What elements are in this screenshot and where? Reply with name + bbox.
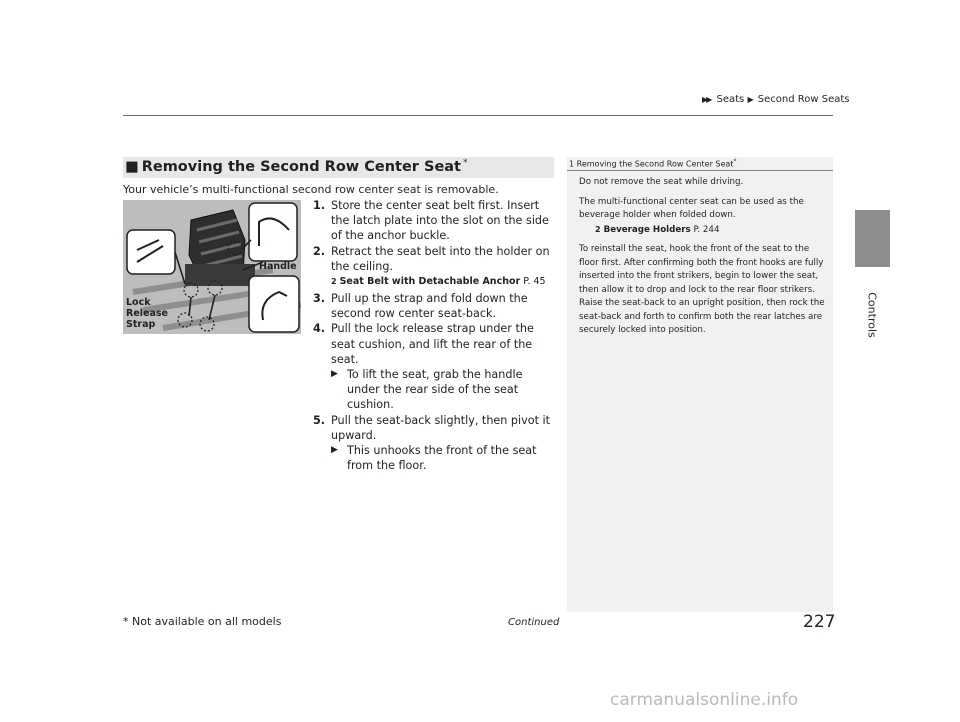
notes-paragraph: To reinstall the seat, hook the front of the seat to the floor first. After confirming both the front hooks are fully inserted into the front strikers, begin to lower the seat, then allow it to drop and lock to the rear floor strikers. Raise the seat-back to an upright position, then rock the seat-back and forth to confirm both the rear latches are securely locked into position.: [579, 244, 825, 335]
step-text: Pull up the strap and fold down the second row center seat-back.: [331, 292, 528, 321]
cross-reference-link[interactable]: [313, 275, 558, 289]
note-text: To lift the seat, grab the handle under the rear side of the seat cushion.: [347, 368, 523, 412]
step-1: [313, 198, 558, 244]
step-4-note: [313, 367, 558, 413]
step-number: 5.: [313, 413, 326, 427]
notes-divider: [567, 170, 833, 171]
page-number: 227: [803, 612, 836, 632]
intro-paragraph: Your vehicle’s multi-functional second row center seat is removable.: [123, 183, 499, 196]
breadcrumb-seats[interactable]: Seats: [716, 94, 745, 105]
reference-page: P. 45: [523, 276, 546, 288]
figure-label-lock-release-strap: [126, 297, 168, 330]
notes-body: [579, 176, 829, 344]
header-divider: [123, 115, 833, 116]
double-arrow-icon: ▶▶: [702, 95, 711, 104]
reference-title: Beverage Holders: [603, 224, 691, 235]
result-arrow-icon: ▶: [331, 445, 338, 456]
step-text: Pull the seat-back slightly, then pivot it upward.: [331, 413, 551, 442]
seat-illustration: [123, 200, 301, 334]
notes-heading: [569, 158, 736, 169]
step-2: [313, 244, 558, 274]
breadcrumb: [702, 94, 850, 105]
reference-page: P. 244: [693, 224, 720, 235]
chapter-tab-marker: [855, 210, 890, 267]
chapter-tab-label: [861, 275, 883, 355]
step-number: 3.: [313, 292, 326, 306]
watermark: carmanualsonline.info: [610, 690, 799, 710]
figure-label-line: Lock: [126, 297, 151, 308]
step-3: [313, 291, 558, 321]
section-title: [125, 158, 468, 175]
footnote: * Not available on all models: [123, 615, 282, 628]
instruction-steps: [313, 198, 558, 473]
step-text: Retract the seat belt into the holder on the ceiling.: [331, 244, 550, 273]
step-5-note: [313, 443, 558, 473]
notes-marker: 1: [569, 159, 575, 169]
arrow-icon: ▶: [747, 95, 752, 104]
figure-label-line: Release: [126, 308, 168, 319]
step-number: 4.: [313, 322, 326, 336]
result-arrow-icon: ▶: [331, 369, 338, 380]
footnote-asterisk: *: [463, 158, 468, 168]
footnote-asterisk: *: [733, 158, 737, 165]
reference-arrow-icon: 2: [595, 224, 601, 234]
notes-paragraph: Do not remove the seat while driving.: [579, 177, 744, 187]
square-bullet-icon: ■: [125, 158, 139, 175]
step-number: 2.: [313, 244, 326, 258]
note-text: This unhooks the front of the seat from the floor.: [347, 444, 537, 473]
breadcrumb-second-row-seats[interactable]: Second Row Seats: [757, 94, 850, 105]
chapter-tab-text: Controls: [865, 292, 879, 338]
figure-label-line: Strap: [126, 319, 156, 330]
section-title-text: Removing the Second Row Center Seat: [141, 158, 461, 175]
continued-label: Continued: [508, 617, 560, 628]
reference-title: Seat Belt with Detachable Anchor: [339, 276, 521, 288]
step-text: Store the center seat belt first. Insert the latch plate into the slot on the side of the anchor buckle.: [331, 199, 549, 243]
notes-paragraph: The multi-functional center seat can be used as the beverage holder when folded down.: [579, 196, 804, 220]
step-number: 1.: [313, 199, 326, 212]
step-5: [313, 413, 558, 443]
step-text: Pull the lock release strap under the seat cushion, and lift the rear of the seat.: [331, 322, 534, 366]
notes-title: Removing the Second Row Center Seat: [576, 159, 734, 169]
step-4: [313, 321, 558, 367]
reference-arrow-icon: 2: [331, 277, 337, 287]
notes-cross-reference-link[interactable]: [579, 223, 829, 238]
figure-label-handle: Handle: [259, 261, 297, 272]
